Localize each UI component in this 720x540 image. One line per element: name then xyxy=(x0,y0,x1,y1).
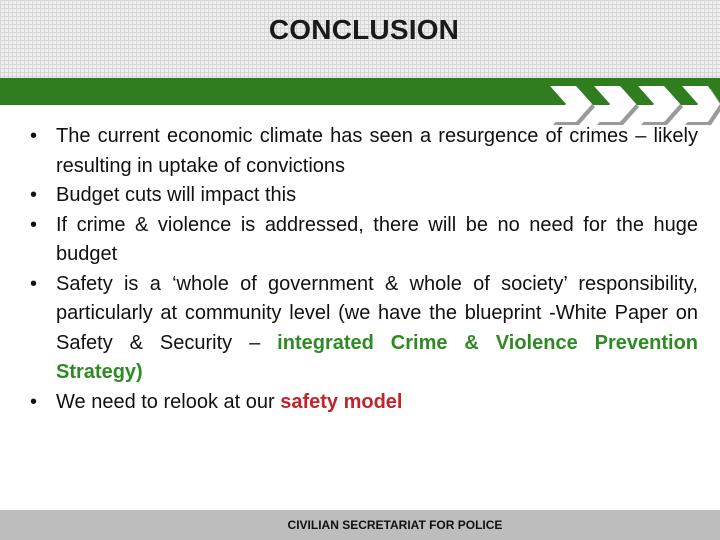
bullet-list xyxy=(30,122,698,417)
slide-title: CONCLUSION xyxy=(268,14,460,45)
bullet-item-safety-model xyxy=(30,388,698,418)
bullet-dot: • xyxy=(30,125,38,147)
bullet-text: The current economic climate has seen a resurgence of crimes – likely resulting in uptake of convictions xyxy=(56,125,698,177)
bullet-dot: • xyxy=(30,390,38,413)
bullet-text: We need to relook at our xyxy=(56,390,281,413)
bullet-text: If crime & violence is addressed, there will be no need for the huge budget xyxy=(56,213,698,265)
chevron-arrows-icon xyxy=(550,86,720,126)
bullet-item-budget-cuts xyxy=(30,181,698,211)
bullet-item-economic-climate xyxy=(30,122,698,181)
highlight-prevention-strategy: integrated Crime & Violence Prevention Strategy) xyxy=(56,331,698,383)
bullet-item-crime-violence xyxy=(30,211,698,270)
bullet-dot: • xyxy=(30,272,38,295)
highlight-safety-model: safety model xyxy=(280,390,403,413)
bullet-text: Safety is a ‘whole of government & whole of society’ responsibility, particularly at community level (we have the blueprint -White Paper on Safety & Security – xyxy=(56,272,698,354)
footer-text: CIVILIAN SECRETARIAT FOR POLICE xyxy=(287,518,503,532)
bullet-dot: • xyxy=(30,213,38,236)
slide-content xyxy=(30,122,698,417)
bullet-item-safety-responsibility xyxy=(30,270,698,388)
bullet-text: Budget cuts will impact this xyxy=(56,184,297,206)
bullet-dot: • xyxy=(30,184,38,206)
